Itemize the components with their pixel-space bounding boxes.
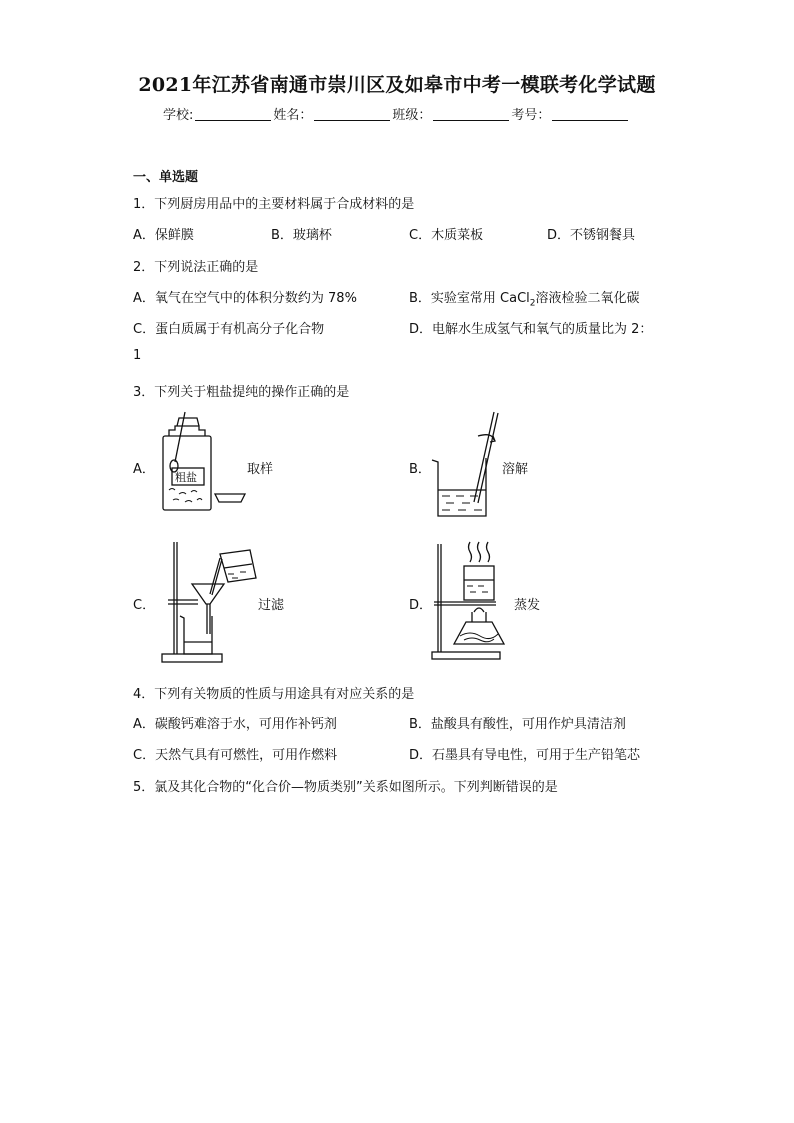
q3-option-b-label: B．	[409, 462, 431, 477]
q2-option-d: D．电解水生成氢气和氧气的质量比为 2：	[409, 322, 653, 337]
school-blank	[195, 106, 271, 121]
q2-option-c: C．蛋白质属于有机高分子化合物	[133, 322, 325, 337]
q2-option-b-pre: B．实验室常用 CaCl	[409, 291, 530, 306]
q4-option-d: D．石墨具有导电性，可用于生产铅笔芯	[409, 748, 641, 763]
q3-option-d-caption: 蒸发	[514, 598, 541, 613]
q1-option-a: A．保鲜膜	[133, 228, 194, 243]
q1-stem: 1．下列厨房用品中的主要材料属于合成材料的是	[133, 197, 415, 212]
filtration-illustration	[158, 538, 263, 666]
page-title: 2021年江苏省南通市崇川区及如皋市中考一模联考化学试题	[138, 74, 656, 96]
q3-option-a-label: A．	[133, 462, 155, 477]
class-label: 班级：	[392, 108, 432, 123]
q4-option-c: C．天然气具有可燃性，可用作燃料	[133, 748, 338, 763]
q1-option-b: B．玻璃杯	[271, 228, 332, 243]
class-blank	[433, 106, 509, 121]
q2-option-b-post: 溶液检验二氧化碳	[535, 291, 640, 306]
q4-option-b: B．盐酸具有酸性，可用作炉具清洁剂	[409, 717, 626, 732]
school-label: 学校:	[163, 108, 194, 123]
student-info-row	[163, 104, 630, 123]
q3-option-c-label: C．	[133, 598, 156, 613]
q2-option-d-continued: 1	[133, 348, 142, 363]
q3-option-a-caption: 取样	[247, 462, 274, 477]
q1-option-c: C．木质菜板	[409, 228, 484, 243]
q5-stem: 5．氯及其化合物的“化合价—物质类别”关系如图所示。下列判断错误的是	[133, 780, 558, 795]
q2-stem: 2．下列说法正确的是	[133, 260, 259, 275]
name-label: 姓名：	[273, 108, 313, 123]
q3-option-c-caption: 过滤	[258, 598, 285, 613]
exam-number-label: 考号：	[511, 108, 551, 123]
sampling-illustration	[155, 410, 250, 515]
q1-option-d: D．不锈钢餐具	[547, 228, 636, 243]
q3-option-b-caption: 溶解	[502, 462, 529, 477]
dissolving-illustration	[430, 410, 510, 520]
q4-stem: 4．下列有关物质的性质与用途具有对应关系的是	[133, 687, 415, 702]
q2-option-a: A．氧气在空气中的体积分数约为 78%	[133, 291, 357, 306]
q2-option-b	[409, 287, 640, 309]
q2-option-b-sub: 2	[529, 298, 536, 309]
q4-option-a: A．碳酸钙难溶于水，可用作补钙剂	[133, 717, 337, 732]
q3-option-d-label: D．	[409, 598, 433, 613]
q3-stem: 3．下列关于粗盐提纯的操作正确的是	[133, 385, 350, 400]
name-blank	[314, 106, 390, 121]
section-heading: 一、单选题	[133, 170, 199, 185]
evaporation-illustration	[430, 540, 510, 662]
exam-number-blank	[552, 106, 628, 121]
salt-jar-label: 粗盐	[175, 471, 197, 484]
